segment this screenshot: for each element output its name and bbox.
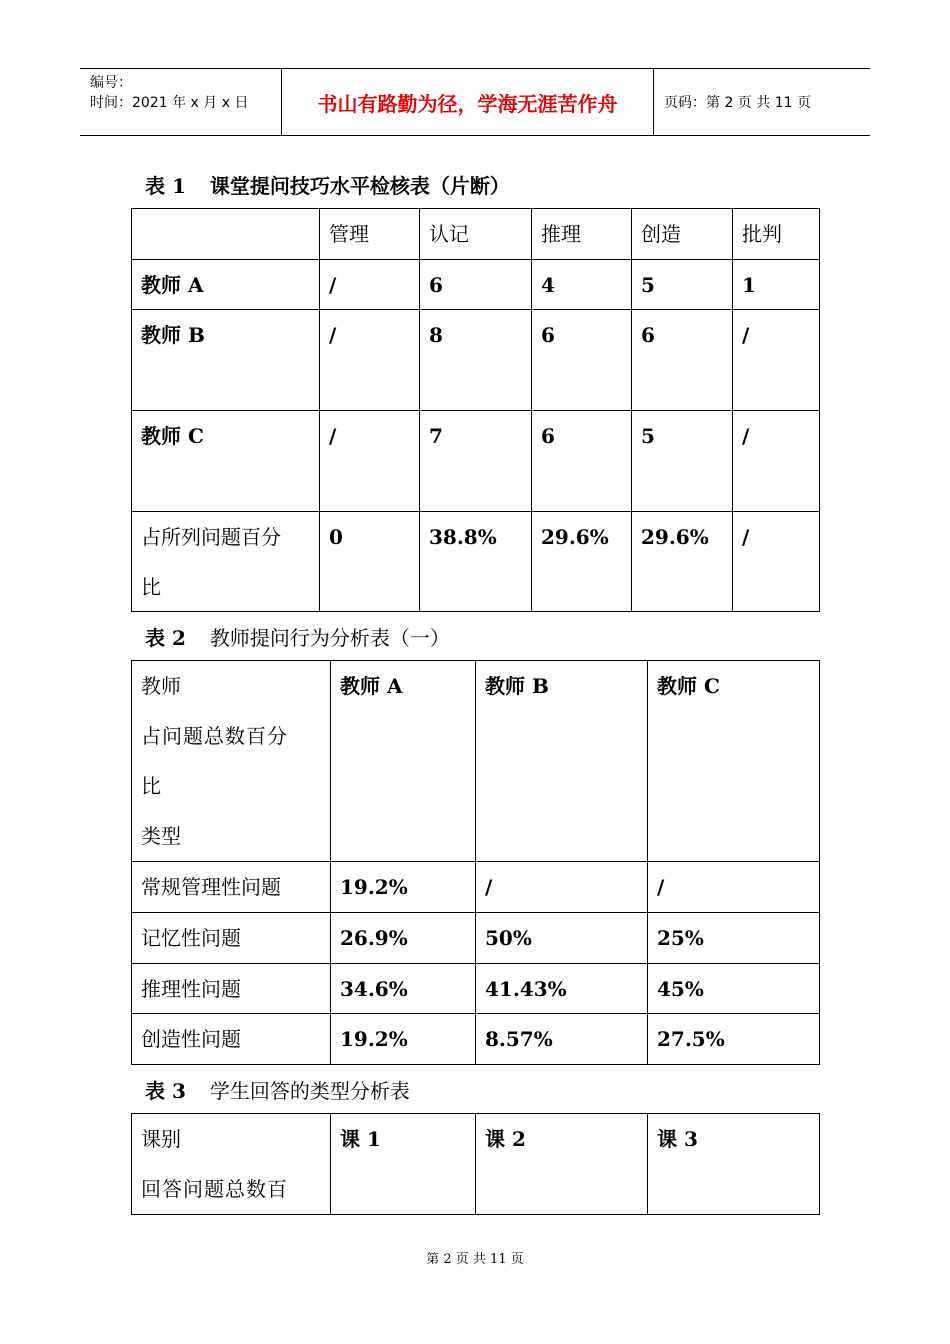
cell-line: 教师 — [141, 674, 181, 698]
table-cell: 6 — [532, 310, 632, 411]
table2 — [131, 660, 820, 1065]
cell-line: 比 — [141, 774, 161, 798]
table-cell: 29.6% — [632, 512, 733, 612]
table-cell: 19.2% — [331, 862, 476, 913]
table2-title: 教师提问行为分析表（一） — [209, 626, 450, 650]
table-cell: 26.9% — [331, 913, 476, 964]
table-cell: 6 — [532, 411, 632, 512]
table-header-cell: 课 2 — [476, 1114, 648, 1215]
table-cell: 创造性问题 — [132, 1014, 331, 1065]
table-header-cell: 创造 — [632, 209, 733, 260]
table-header-row — [132, 1114, 820, 1215]
table-cell — [132, 512, 320, 612]
table-row — [132, 964, 820, 1014]
table-cell: 4 — [532, 260, 632, 310]
table-row — [132, 310, 820, 411]
table-cell: 50% — [476, 913, 648, 964]
number-label: 编号： — [90, 75, 132, 91]
table1-caption — [145, 170, 510, 199]
table-row — [132, 1014, 820, 1065]
table3-caption — [145, 1075, 410, 1104]
table-cell: 6 — [632, 310, 733, 411]
table-cell: 7 — [420, 411, 532, 512]
table-cell: 6 — [420, 260, 532, 310]
table-cell: 教师 C — [132, 411, 320, 512]
table2-caption — [145, 622, 450, 651]
table-cell: 45% — [648, 964, 820, 1014]
table-header-row — [132, 661, 820, 862]
table-cell: 19.2% — [331, 1014, 476, 1065]
page-header — [80, 68, 870, 136]
table-cell: 27.5% — [648, 1014, 820, 1065]
table-cell: 记忆性问题 — [132, 913, 331, 964]
table-header-cell: 教师 B — [476, 661, 648, 862]
table-row — [132, 862, 820, 913]
table-header-cell: 课 1 — [331, 1114, 476, 1215]
cell-line: 占问题总数百分 — [141, 724, 288, 748]
time-label: 时间：2021 年 x 月 x 日 — [90, 95, 249, 111]
table-cell: 34.6% — [331, 964, 476, 1014]
cell-line: 回答问题总数百 — [141, 1177, 288, 1201]
table-cell: 5 — [632, 411, 733, 512]
table-row — [132, 411, 820, 512]
table-cell: 29.6% — [532, 512, 632, 612]
table-row — [132, 512, 820, 612]
table-cell: 0 — [320, 512, 420, 612]
page-footer: 第 2 页 共 11 页 — [426, 1252, 524, 1267]
table-corner-cell — [132, 661, 331, 862]
table1-title: 课堂提问技巧水平检核表（片断） — [209, 174, 510, 198]
table-header-cell: 教师 A — [331, 661, 476, 862]
table-cell: 5 — [632, 260, 733, 310]
table2-number: 表 2 — [145, 626, 186, 650]
table-cell: 推理性问题 — [132, 964, 331, 1014]
table-row — [132, 260, 820, 310]
table3 — [131, 1113, 820, 1215]
cell-line: 课别 — [141, 1127, 181, 1151]
table-cell: 常规管理性问题 — [132, 862, 331, 913]
table3-number: 表 3 — [145, 1079, 186, 1103]
cell-line: 占所列问题百分 — [141, 525, 281, 549]
table-header-cell: 批判 — [733, 209, 820, 260]
table-header-row — [132, 209, 820, 260]
cell-line: 类型 — [141, 824, 181, 848]
table-cell: 38.8% — [420, 512, 532, 612]
table-cell: / — [320, 260, 420, 310]
table-cell: / — [320, 310, 420, 411]
table-cell: / — [476, 862, 648, 913]
table-cell: / — [733, 512, 820, 612]
cell-line: 比 — [141, 575, 161, 599]
table-header-cell: 管理 — [320, 209, 420, 260]
table-header-cell: 推理 — [532, 209, 632, 260]
table-corner-cell — [132, 1114, 331, 1215]
table-cell: / — [733, 310, 820, 411]
table-header-cell — [132, 209, 320, 260]
table1 — [131, 208, 820, 612]
table-cell: 41.43% — [476, 964, 648, 1014]
table-cell: 8.57% — [476, 1014, 648, 1065]
table1-number: 表 1 — [145, 174, 186, 198]
table-cell: 教师 B — [132, 310, 320, 411]
table-cell: / — [733, 411, 820, 512]
table-row — [132, 913, 820, 964]
table-header-cell: 教师 C — [648, 661, 820, 862]
header-meta — [80, 69, 282, 135]
table-cell: 8 — [420, 310, 532, 411]
table-cell: 1 — [733, 260, 820, 310]
table-cell: / — [320, 411, 420, 512]
table-header-cell: 课 3 — [648, 1114, 820, 1215]
table-cell: 教师 A — [132, 260, 320, 310]
header-page-info: 页码：第 2 页 共 11 页 — [664, 95, 811, 111]
table-cell: 25% — [648, 913, 820, 964]
table-cell: / — [648, 862, 820, 913]
table-header-cell: 认记 — [420, 209, 532, 260]
table3-title: 学生回答的类型分析表 — [209, 1079, 410, 1103]
header-motto: 书山有路勤为径，学海无涯苦作舟 — [282, 69, 654, 135]
